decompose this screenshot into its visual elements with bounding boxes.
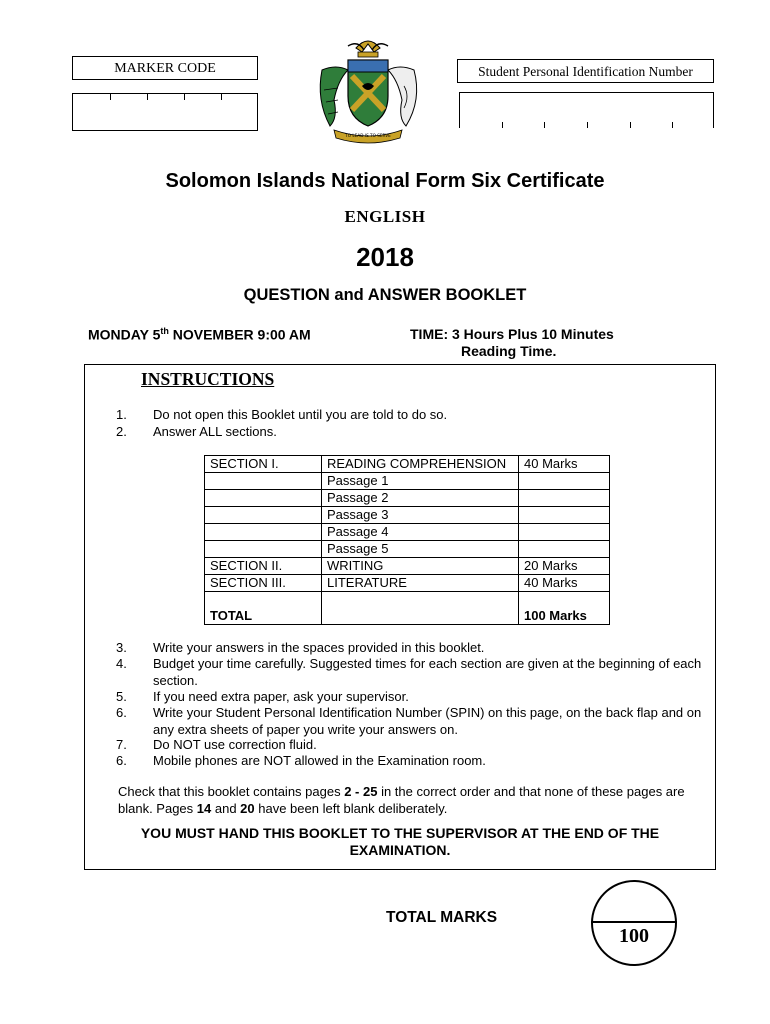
- table-row: [205, 541, 610, 558]
- marker-code-boxes[interactable]: [72, 93, 258, 131]
- instruction-number: 5.: [116, 689, 127, 704]
- table-row: [205, 575, 610, 592]
- instruction-text: Budget your time carefully. Suggested times for each section are given at the beginning of each section.: [153, 656, 702, 688]
- instruction-number: 2.: [116, 424, 127, 439]
- total-marks-value: 100: [619, 925, 649, 947]
- section-cell: [205, 473, 322, 490]
- table-row: [205, 473, 610, 490]
- subject-title: ENGLISH: [344, 207, 426, 226]
- section-cell: [205, 507, 322, 524]
- marks-cell: [519, 490, 610, 507]
- marks-cell: 20 Marks: [519, 558, 610, 575]
- total-marks-circle[interactable]: [591, 880, 677, 966]
- hand-in-notice: YOU MUST HAND THIS BOOKLET TO THE SUPERVISOR AT THE END OF THE EXAMINATION.: [140, 825, 660, 858]
- table-row: [205, 456, 610, 473]
- section-cell: [205, 541, 322, 558]
- instruction-number: 1.: [116, 407, 127, 422]
- spin-label: Student Personal Identification Number: [457, 59, 714, 83]
- table-row: [205, 558, 610, 575]
- section-cell: [205, 524, 322, 541]
- marks-table: [204, 455, 610, 625]
- section-cell: SECTION I.: [205, 456, 322, 473]
- part-cell: Passage 4: [322, 524, 519, 541]
- instruction-text: Mobile phones are NOT allowed in the Examination room.: [153, 753, 486, 768]
- page-check-note: Check that this booklet contains pages 2 - 25 in the correct order and that none of these pages are blank. Pages 14 and 20 have been left blank deliberately.: [118, 784, 685, 816]
- section-cell: SECTION II.: [205, 558, 322, 575]
- instruction-text: Answer ALL sections.: [153, 424, 277, 439]
- marks-cell: [519, 473, 610, 490]
- instruction-number: 6.: [116, 705, 127, 720]
- total-marks-divider: [591, 921, 677, 923]
- instruction-text: Write your Student Personal Identification Number (SPIN) on this page, on the back flap and on any extra sheets of paper you write your answers on.: [153, 705, 702, 737]
- marks-cell: [519, 507, 610, 524]
- part-cell: Passage 3: [322, 507, 519, 524]
- instructions-heading: INSTRUCTIONS: [141, 369, 275, 389]
- instruction-number: 3.: [116, 640, 127, 655]
- marks-cell: [519, 541, 610, 558]
- table-row: [205, 490, 610, 507]
- crest-motto: TO LEAD IS TO SERVE: [345, 133, 391, 138]
- part-cell: Passage 2: [322, 490, 519, 507]
- part-cell: WRITING: [322, 558, 519, 575]
- part-cell: Passage 5: [322, 541, 519, 558]
- part-cell: READING COMPREHENSION: [322, 456, 519, 473]
- table-row: [205, 524, 610, 541]
- instruction-text: Do not open this Booklet until you are told to do so.: [153, 407, 448, 422]
- instruction-text: Do NOT use correction fluid.: [153, 737, 317, 752]
- instruction-number: 6.: [116, 753, 127, 768]
- table-row-total: [205, 592, 610, 625]
- total-label-cell: TOTAL: [205, 592, 322, 625]
- marks-cell: 40 Marks: [519, 456, 610, 473]
- part-cell: LITERATURE: [322, 575, 519, 592]
- booklet-type: QUESTION and ANSWER BOOKLET: [243, 286, 527, 304]
- total-marks-cell: 100 Marks: [519, 592, 610, 625]
- instruction-text: Write your answers in the spaces provided in this booklet.: [153, 640, 485, 655]
- total-empty-cell: [322, 592, 519, 625]
- instruction-number: 7.: [116, 737, 127, 752]
- exam-year: 2018: [356, 242, 414, 272]
- section-cell: [205, 490, 322, 507]
- instruction-number: 4.: [116, 656, 127, 671]
- exam-date: MONDAY 5th NOVEMBER 9:00 AM: [88, 326, 311, 343]
- table-row: [205, 507, 610, 524]
- instruction-text: If you need extra paper, ask your supervisor.: [153, 689, 409, 704]
- marks-cell: 40 Marks: [519, 575, 610, 592]
- section-cell: SECTION III.: [205, 575, 322, 592]
- part-cell: Passage 1: [322, 473, 519, 490]
- exam-time: TIME: 3 Hours Plus 10 Minutes: [410, 326, 614, 342]
- reading-time: Reading Time.: [461, 343, 557, 359]
- coat-of-arms-logo: [308, 30, 428, 146]
- total-marks-label: TOTAL MARKS: [386, 909, 498, 926]
- spin-boxes[interactable]: [459, 92, 714, 128]
- marker-code-label: MARKER CODE: [72, 56, 258, 80]
- marks-cell: [519, 524, 610, 541]
- exam-title: Solomon Islands National Form Six Certificate: [165, 170, 605, 192]
